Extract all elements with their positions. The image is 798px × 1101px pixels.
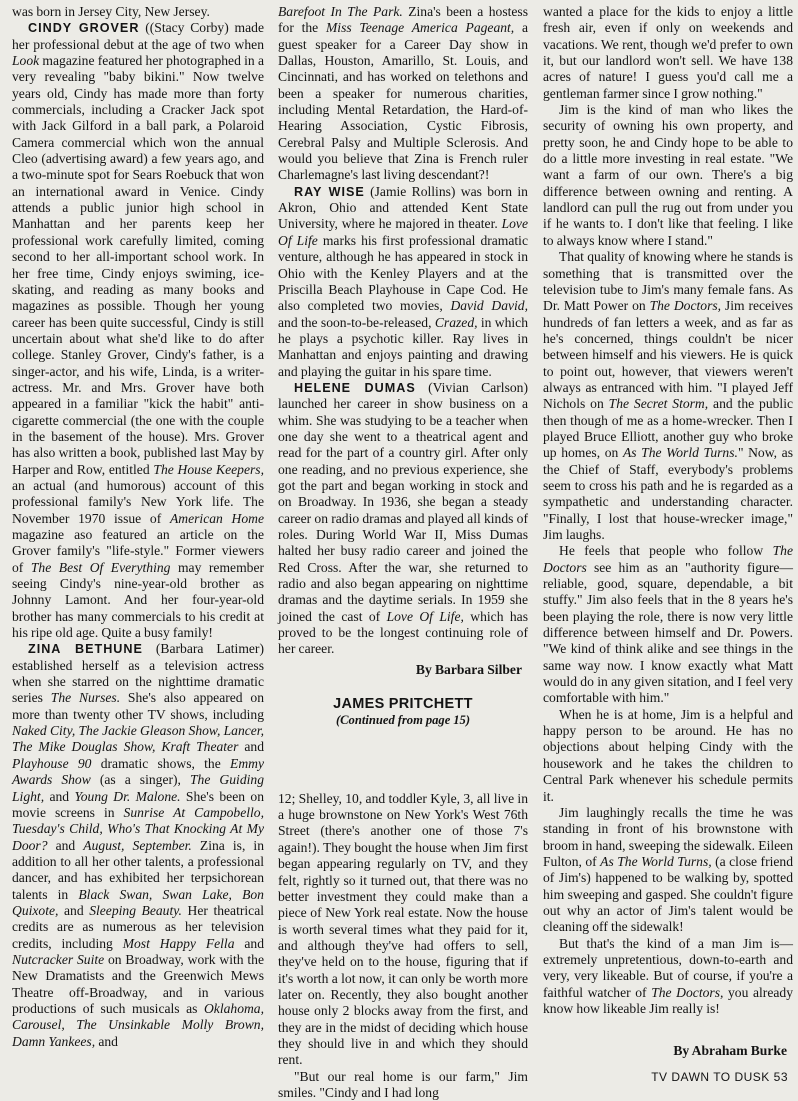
- byline-abraham-burke: By Abraham Burke: [673, 1043, 787, 1059]
- italic-title: Naked City, The Jackie Gleason Show, Lancer, The Mike Douglas Show, Kraft Theater: [12, 723, 264, 755]
- column-3-paragraphs: [543, 4, 793, 1017]
- text-run: dramatic shows, the: [91, 755, 231, 771]
- paragraph: [543, 707, 793, 805]
- text-run: was born in Jersey City, New Jersey.: [12, 4, 210, 19]
- italic-title: Young Dr. Malone.: [74, 788, 181, 804]
- text-run: and: [47, 837, 84, 853]
- text-run: magazine featured her photographed in a very revealing "baby bikini." Now twelve years old, Cindy has made more than forty commercials, including a Cracker Jack spot with Jack Gilford in a ball park, a Polaroid Camera commercial which won the annual Cleo (advertising award) a few years ago, and a two-minute spot for Sears Roebuck that won an international award in Venice. Cindy attends a public junior high school in Manhattan and her parents keep her professional work carefully limited, coming second to her all-important school work. In her free time, Cindy enjoys swiming, ice-skating, and reading as many books and magazines as possible. Though her young career has been quite successful, Cindy is still uncertain about what she'd like to do after college. Stanley Grover, Cindy's father, is a singer-actor, and his wife, Linda, is a writer-actress. Mr. and Mrs. Grover have both appeared in a familiar "kick the habit" anti-cigarette commercial (the one with the couple in the basement of the house). Mrs. Grover has also written a book, published last May by Harper and Row, entitled: [12, 53, 264, 477]
- byline-barbara-silber: By Barbara Silber: [415, 661, 522, 677]
- italic-title: The House Keepers,: [153, 461, 264, 477]
- italic-title: The Doctors,: [651, 984, 724, 1000]
- text-run: ((Stacy Corby) made her professional debut at the age of two when: [12, 20, 264, 52]
- text-run: But that's the kind of a man Jim is—extremely unpretentious, down-to-earth and very, very likeable. But of course, if you're a faithful watcher of: [543, 935, 793, 1000]
- text-run: an actual (and humorous) account of this professional family's New York life. The November 1970 issue of: [12, 477, 264, 526]
- italic-title: Playhouse 90: [12, 755, 92, 771]
- italic-title: The Best Of Everything: [30, 559, 171, 575]
- italic-title: As The World Turns,: [600, 853, 712, 869]
- text-run: marks his first professional dramatic venture, although he has appeared in stock in Ohio with the Kenley Players and at the Priscilla Beach Playhouse in Cape Cod. He also completed two movies,: [278, 232, 528, 314]
- actor-name: RAY WISE: [294, 184, 365, 199]
- italic-title: As The World Turns.: [622, 445, 738, 461]
- italic-title: Nutcracker Suite: [12, 951, 105, 967]
- column-1-paragraphs: [12, 4, 264, 1050]
- text-run: Her theatrical credits are as numerous as her television credits, including: [12, 902, 265, 951]
- text-run: She's also appeared on more than twenty other TV shows, including: [12, 690, 264, 722]
- text-run: (Barbara Latimer) established herself as a television actress when she starred on the nighttime dramatic series: [12, 641, 264, 706]
- text-run: Jim laughingly recalls the time he was standing in front of his brownstone with broom in hand, sweeping the sidewalk. Eileen Fulton, of: [543, 804, 793, 869]
- paragraph: [543, 102, 793, 249]
- italic-title: The Doctors: [543, 543, 793, 575]
- actor-name: HELENE DUMAS: [294, 380, 416, 395]
- text-run: Zina's been a hostess for the: [278, 4, 528, 36]
- text-run: (Vivian Carlson) launched her career in show business on a whim. She was studying to be a teacher when one day she went to a theatrical agent and read for the part of a country girl. After only one reading, and no previous experience, she got the part and began working in stock and on Broadway. In 1936, she began a steady career on radio dramas and played all kinds of roles. During World War II, Miss Dumas halted her busy radio career and joined the Red Cross. After the war, she returned to radio and also began appearing on nighttime dramas and the daytime serials. In 1959 she joined the cast of: [278, 379, 528, 624]
- text-run: 12; Shelley, 10, and toddler Kyle, 3, all live in a huge brownstone on New York's West 76th Street (there's another one of those 7's again!). They bought the house when Jim first began appearing regularly on TV, and they felt, rightly so it turned out, that there was no better investment they could make than a piece of New York real estate. Now the house is worth several times what they paid for it, and although they've had offers to sell, they've held on to the house, figuring that if it's worth a lot now, it can only be worth more later on. Recently, they also bought another house only 2 blocks away from the first, and they are in the midst of deciding which house they should live in and which they should rent.: [278, 790, 528, 1068]
- text-run: magazine aso featured an article on the Grover family's "life-style." Former viewers of: [12, 527, 264, 575]
- italic-title: August, September.: [83, 837, 192, 853]
- text-run: When he is at home, Jim is a helpful and happy person to be around. He has no objections about helping Cindy with the housework and he takes the children to Central Park whenever his schedule permits it.: [543, 706, 793, 804]
- paragraph: [543, 543, 793, 706]
- text-run: " Now, as the Chief of Staff, everybody's problems seem to cross his path and he is regarded as a sympathetic and understanding character. "Finally, I lost that house-wrecker image," Jim laughs.: [543, 445, 794, 542]
- paragraph: [543, 4, 793, 102]
- italic-title: Crazed,: [434, 314, 478, 330]
- paragraph: [278, 380, 528, 658]
- italic-title: Barefoot In The Park.: [278, 4, 403, 19]
- actor-name: ZINA BETHUNE: [28, 642, 143, 657]
- italic-title: Black Swan, Swan Lake, Bon Quixote,: [12, 886, 264, 918]
- italic-title: The Nurses.: [50, 690, 121, 706]
- paragraph: [543, 805, 793, 936]
- italic-title: Oklahoma, Carousel, The Unsinkable Molly Brown, Damn Yankees,: [12, 1000, 264, 1049]
- italic-title: Sunrise At Campobello, Tuesday's Child, Who's That Knocking At My Door?: [12, 804, 265, 853]
- paragraph: [543, 936, 793, 1018]
- column-1: [12, 4, 264, 1050]
- text-run: She's been on movie screens in: [12, 788, 264, 820]
- italic-title: David David,: [450, 298, 528, 314]
- text-run: and: [238, 739, 265, 755]
- paragraph: [278, 791, 528, 1069]
- text-run: and: [58, 902, 90, 918]
- page-footer: TV DAWN TO DUSK 53: [651, 1070, 788, 1084]
- paragraph: [12, 641, 264, 1050]
- text-run: Jim is the kind of man who likes the security of owning his own property, and pretty soon, he and Cindy hope to be able to do a little more investing in real estate. "We want a farm of our own. There's a big difference between owning and renting. A landlord can pull the rug out from under you if he wants to. I don't like that feeling. I like to always know where I stand.": [543, 102, 793, 248]
- text-run: Zina is, in addition to all her other talents, a professional dancer, and has exhibited her terpsichorean talents in: [12, 837, 265, 902]
- text-run: (a close friend of Jim's) happened to be walking by, spotted him sweeping and gasped. She couldn't figure out why an actor of Jim's talent would be cleaning off the sidewalk!: [543, 853, 793, 935]
- text-run: may remember seeing Cindy's nine-year-old brother as Johnny Lamont. And her four-year-old brother has many commercials to his credit at his ripe old age. Quite a busy family!: [12, 559, 264, 641]
- paragraph: [278, 4, 528, 184]
- italic-title: Miss Teenage America Pageant,: [325, 20, 515, 36]
- text-run: and: [44, 788, 75, 804]
- text-run: wanted a place for the kids to enjoy a little fresh air, even if only on weekends and vacations. We rent, though we'd prefer to own it, but our landlord won't sell. We have 138 acres of nature! I guess you'd call me a gentleman farmer since I grow nothing.": [543, 4, 793, 101]
- text-run: which has proved to be the longest continuing role of her career.: [278, 608, 528, 657]
- text-run: in which he plays a psychotic killer. Ray lives in Manhattan and enjoys painting and drawing and playing the guitar in his spare time.: [278, 314, 528, 379]
- text-run: on Broadway, work with the New Dramatists and the Greenwich Mews Theatre off-Broadway, and in various productions of such musicals as: [12, 951, 264, 1016]
- italic-title: The Guiding Light,: [12, 772, 264, 804]
- actor-name: CINDY GROVER: [28, 21, 140, 36]
- text-run: He feels that people who follow: [559, 543, 773, 559]
- continued-note: (Continued from page 15): [335, 713, 471, 728]
- article-heading: JAMES PRITCHETT: [333, 696, 473, 713]
- paragraph: [543, 249, 793, 543]
- paragraph: [278, 1069, 528, 1101]
- italic-title: Love Of Life,: [386, 608, 464, 624]
- column-2-continued-paragraphs: [278, 791, 528, 1101]
- text-run: a guest speaker for a Career Day show in Dallas, Houston, Amarillo, St. Louis, and Cincinnati, and has worked on telethons and been a speaker for numerous charities, including Mental Retardation, the Hard-of-Hearing Association, Cystic Fibrosis, Cerebral Palsy and Multiple Sclerosis. And would you believe that Zina is French ruler Charlemagne's last living descendant?!: [278, 20, 529, 183]
- text-run: Jim receives hundreds of fan letters a week, and as far as he's concerned, things couldn't be nicer between himself and his viewers. He is quick to point out, however, that viewers weren't always as entranced with him. "I played Jeff Nichols on: [543, 298, 793, 412]
- text-run: (as a singer),: [90, 772, 190, 788]
- text-run: and: [95, 1033, 118, 1049]
- italic-title: Love Of Life: [278, 216, 528, 248]
- text-run: and: [234, 935, 264, 951]
- italic-title: The Secret Storm,: [608, 396, 709, 412]
- italic-title: Sleeping Beauty.: [89, 902, 182, 918]
- text-run: and the public then though of me as a home-wrecker. Then I played Bruce Elliott, another guy who broke up homes, on: [543, 396, 794, 461]
- text-run: see him as an "authority figure—reliable, good, square, dependable, a bit stuffy." Jim also feels that in the 8 years he's been playing the role, there is now very little difference between himself and Dr. Powers. "We kind of think alike and see things in the same way now. I know exactly what Matt would do in any given sitation, and I feel very comfortable with him.": [543, 559, 793, 706]
- italic-title: American Home: [169, 510, 265, 526]
- column-3: [543, 4, 793, 1060]
- italic-title: Emmy Awards Show: [12, 755, 264, 788]
- italic-title: The Doctors,: [649, 298, 722, 314]
- text-run: and the soon-to-be-released,: [278, 314, 435, 330]
- text-run: "But our real home is our farm," Jim smiles. "Cindy and I had long: [278, 1068, 528, 1100]
- column-2-paragraphs: [278, 4, 528, 658]
- italic-title: Look: [12, 53, 40, 69]
- paragraph: [278, 184, 528, 380]
- column-2: [278, 4, 528, 1101]
- paragraph: [12, 20, 264, 641]
- paragraph: [12, 4, 264, 20]
- text-run: That quality of knowing where he stands is something that is transmitted over the television tube to Jim's many female fans. As Dr. Matt Power on: [543, 249, 793, 314]
- text-run: (Jamie Rollins) was born in Akron, Ohio and attended Kent State University, where he majored in theater.: [278, 183, 528, 232]
- text-run: you already know how likeable Jim really is!: [543, 984, 793, 1016]
- italic-title: Most Happy Fella: [122, 935, 235, 951]
